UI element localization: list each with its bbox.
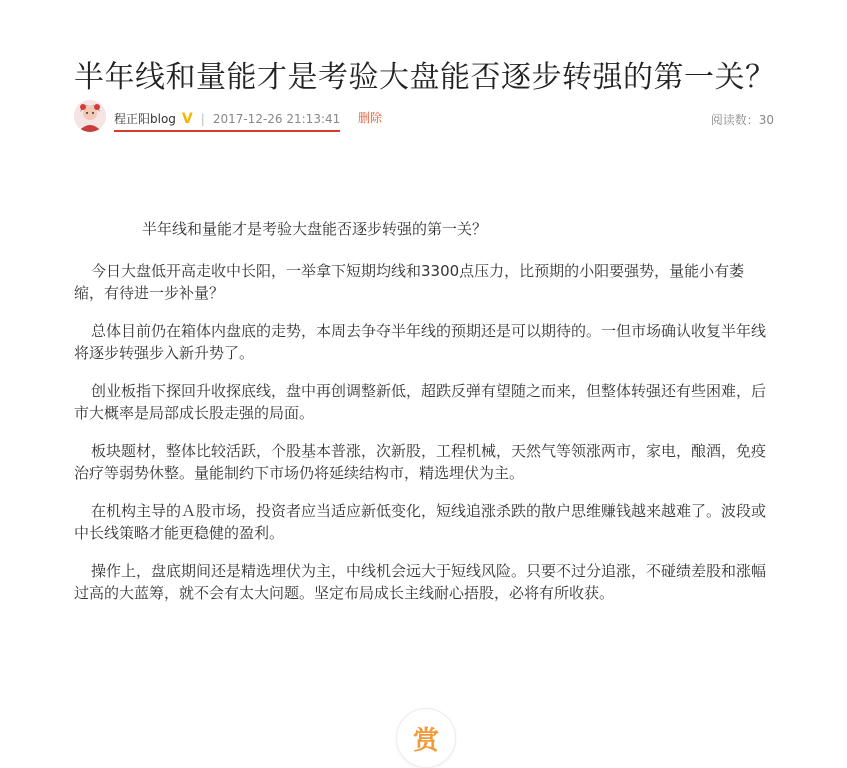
- avatar[interactable]: [74, 100, 106, 132]
- meta-separator: |: [200, 112, 205, 126]
- body-paragraph: 今日大盘低开高走收中长阳，一举拿下短期均线和3300点压力，比预期的小阳要强势，量能小有萎缩，有待进一步补量？: [74, 262, 745, 302]
- read-count: 阅读数：30: [710, 113, 774, 127]
- reward-label: 赏: [412, 725, 439, 756]
- verified-v-icon: V: [181, 111, 193, 127]
- author-line: [114, 108, 340, 132]
- publish-time: 2017-12-26 21:13:41: [212, 112, 341, 126]
- author-link[interactable]: 程正阳blog: [114, 112, 176, 126]
- delete-link[interactable]: 删除: [358, 111, 383, 125]
- article-body: [74, 218, 770, 620]
- article-title: 半年线和量能才是考验大盘能否逐步转强的第一关？: [74, 60, 776, 95]
- body-paragraph: 总体目前仍在箱体内盘底的走势，本周去争夺半年线的预期还是可以期待的。一但市场确认收复半年线将逐步转强步入新升势了。: [74, 322, 767, 362]
- body-paragraph: 在机构主导的Ａ股市场，投资者应当适应新低变化，短线追涨杀跌的散户思维赚钱越来越难了。波段或中长线策略才能更稳健的盈利。: [74, 502, 767, 542]
- body-paragraph: 创业板指下探回升收探底线，盘中再创调整新低，超跌反弹有望随之而来，但整体转强还有些困难，后市大概率是局部成长股走强的局面。: [74, 382, 767, 422]
- reward-button[interactable]: [396, 708, 456, 768]
- body-paragraph: 半年线和量能才是考验大盘能否逐步转强的第一关？: [142, 220, 488, 238]
- body-paragraph: 板块题材，整体比较活跃，个股基本普涨，次新股，工程机械，天然气等领涨两市，家电，酿酒，免疫治疗等弱势休整。量能制约下市场仍将延续结构市，精选埋伏为主。: [74, 442, 767, 482]
- body-paragraph: 操作上，盘底期间还是精选埋伏为主，中线机会远大于短线风险。只要不过分追涨，不碰绩差股和涨幅过高的大蓝筹，就不会有太大问题。坚定布局成长主线耐心捂股，必将有所收获。: [74, 562, 767, 602]
- article-meta: [74, 100, 774, 136]
- avatar-image-icon: [74, 100, 106, 132]
